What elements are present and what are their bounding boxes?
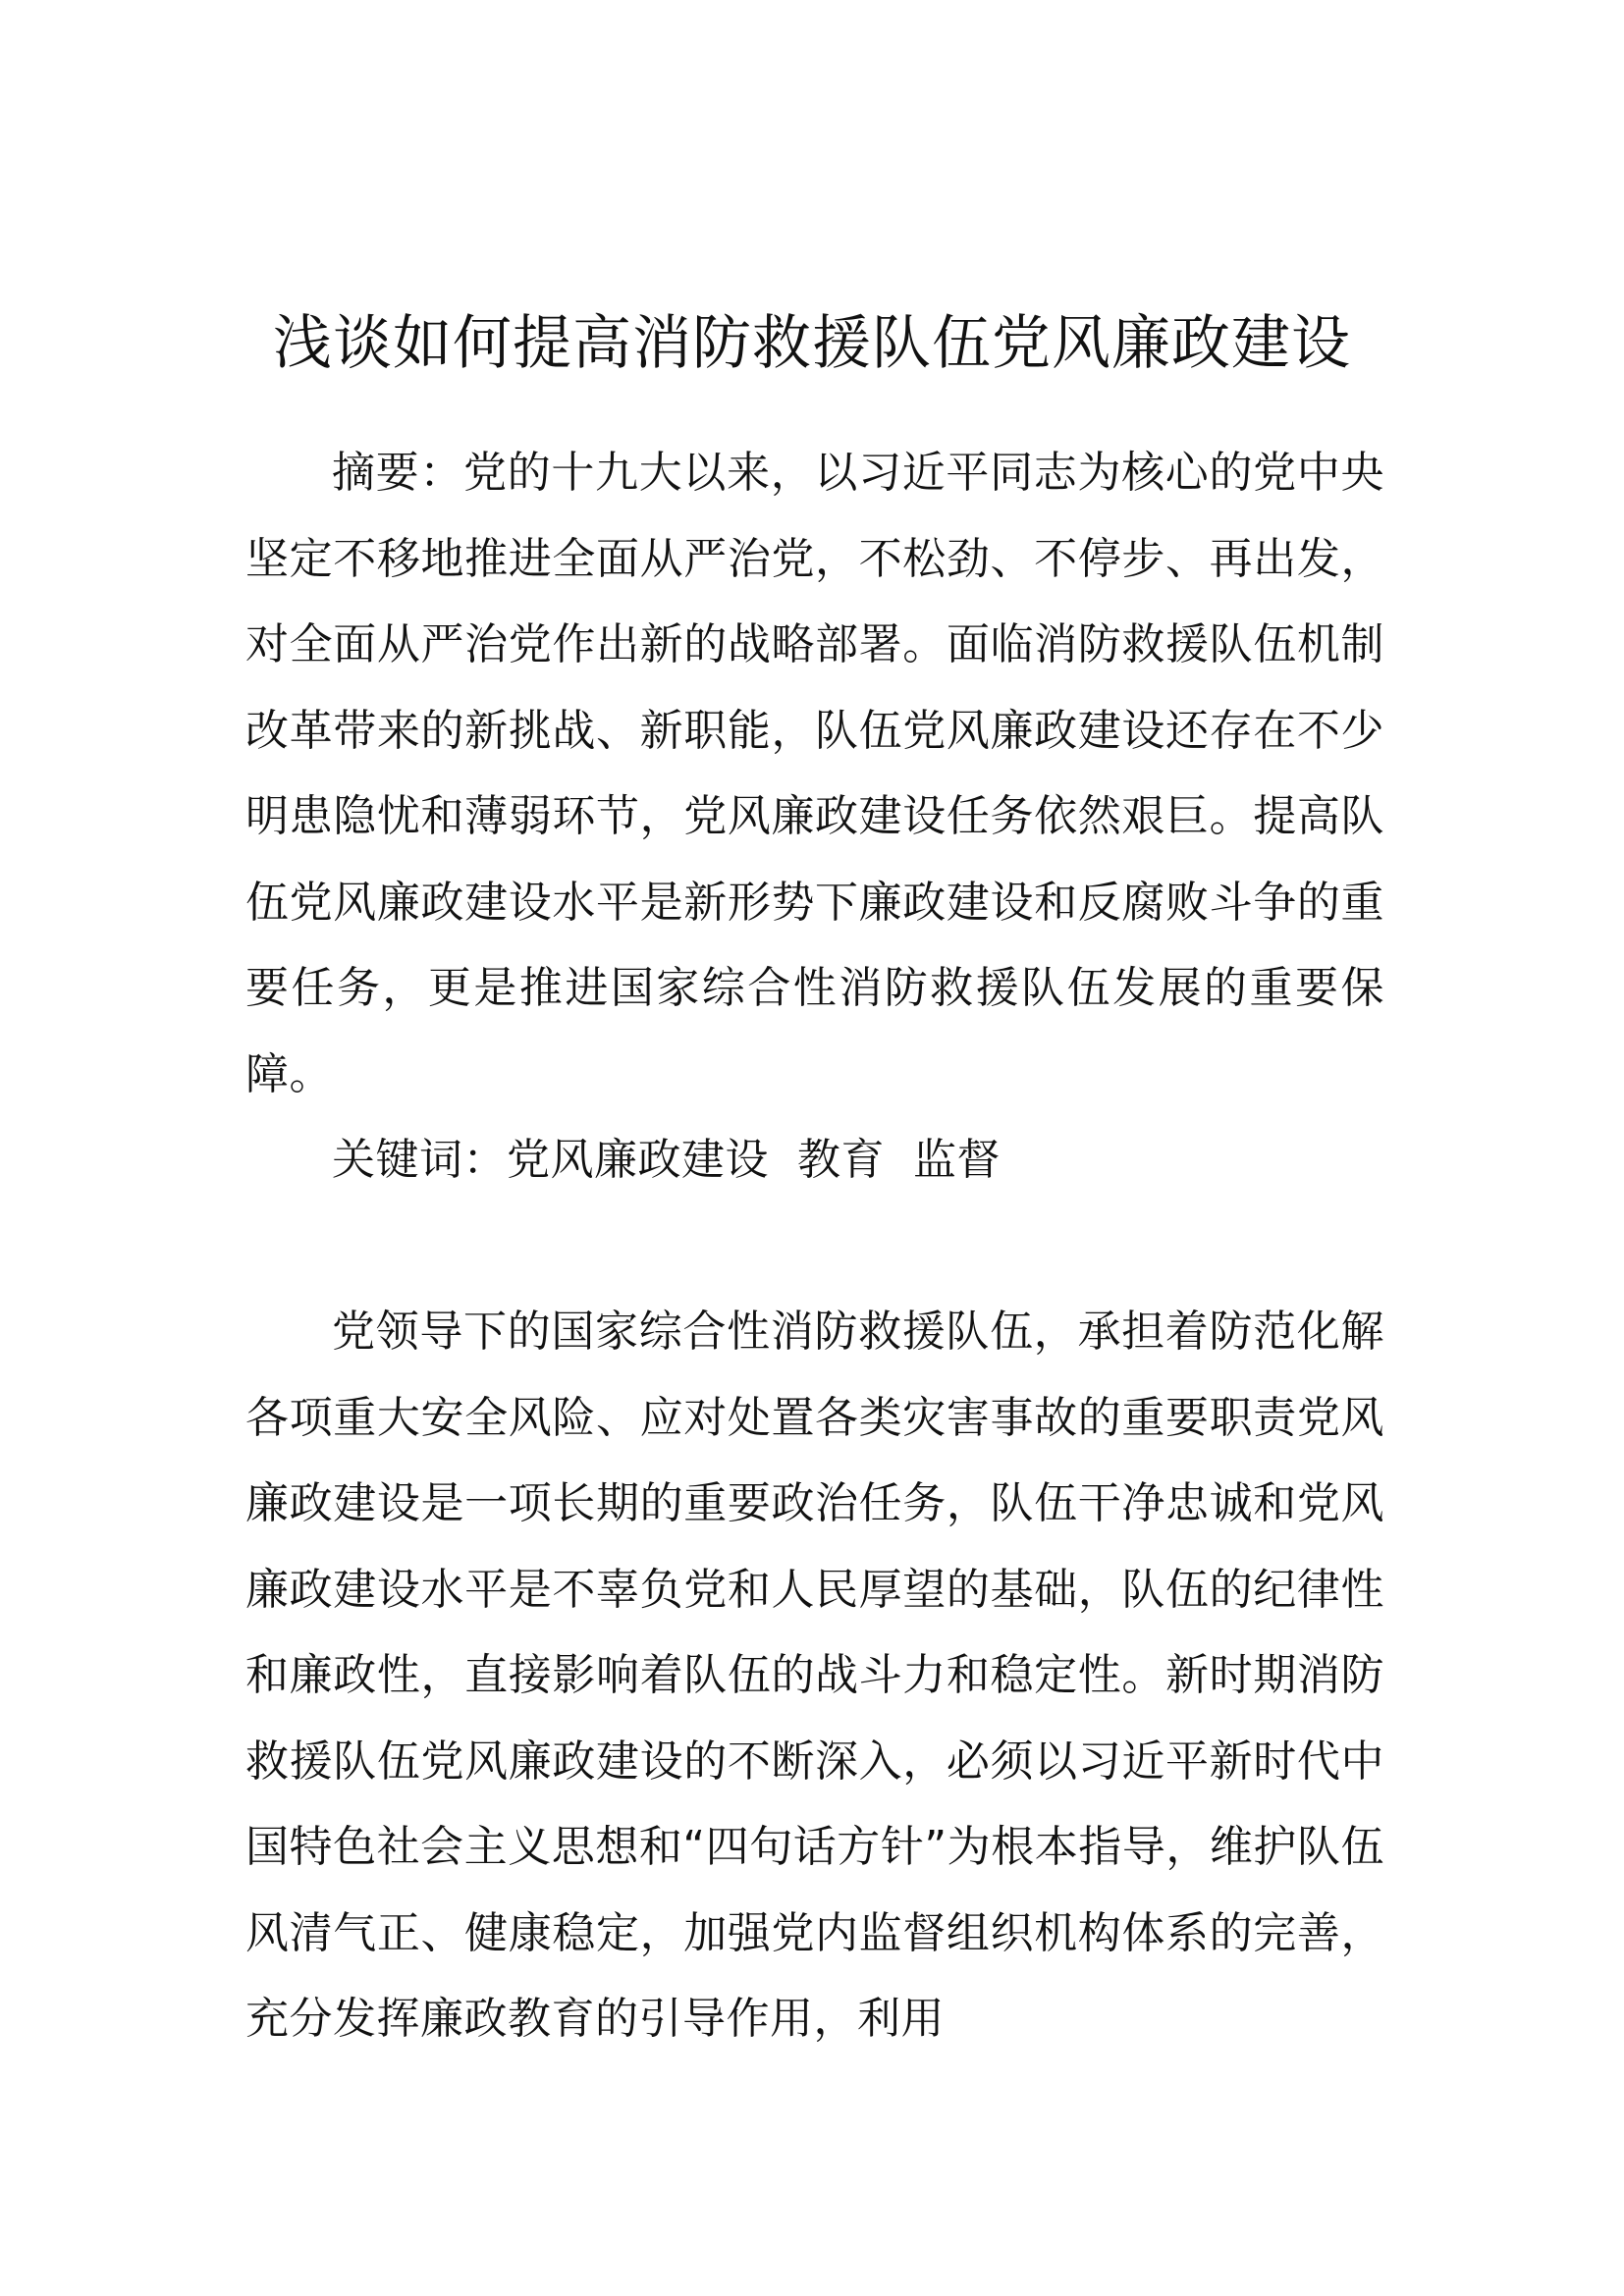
keywords-line: 关键词：党风廉政建设 教育 监督: [332, 1135, 1001, 1185]
abstract-paragraph: 摘要：党的十九大以来，以习近平同志为核心的党中央坚定不移地推进全面从严治党，不松劲、不停步、再出发，对全面从严治党作出新的战略部署。面临消防救援队伍机制改革带来的新挑战、新职能，队伍党风廉政建设还存在不少明患隐忧和薄弱环节，党风廉政建设任务依然艰巨。提高队伍党风廉政建设水平是新形势下廉政建设和反腐败斗争的重要任务，更是推进国家综合性消防救援队伍发展的重要保障。: [245, 448, 1384, 1099]
document-body: [245, 430, 1384, 2062]
paragraph-spacer: [245, 1203, 1384, 1290]
body-paragraph: 党领导下的国家综合性消防救援队伍，承担着防范化解各项重大安全风险、应对处置各类灾害事故的重要职责党风廉政建设是一项长期的重要政治任务，队伍干净忠诚和党风廉政建设水平是不辜负党和人民厚望的基础，队伍的纪律性和廉政性，直接影响着队伍的战斗力和稳定性。新时期消防救援队伍党风廉政建设的不断深入，必须以习近平新时代中国特色社会主义思想和“四句话方针”为根本指导，维护队伍风清气正、健康稳定，加强党内监督组织机构体系的完善，充分发挥廉政教育的引导作用，利用: [245, 1307, 1384, 2044]
document-title: 浅谈如何提高消防救援队伍党风廉政建设: [273, 309, 1351, 378]
